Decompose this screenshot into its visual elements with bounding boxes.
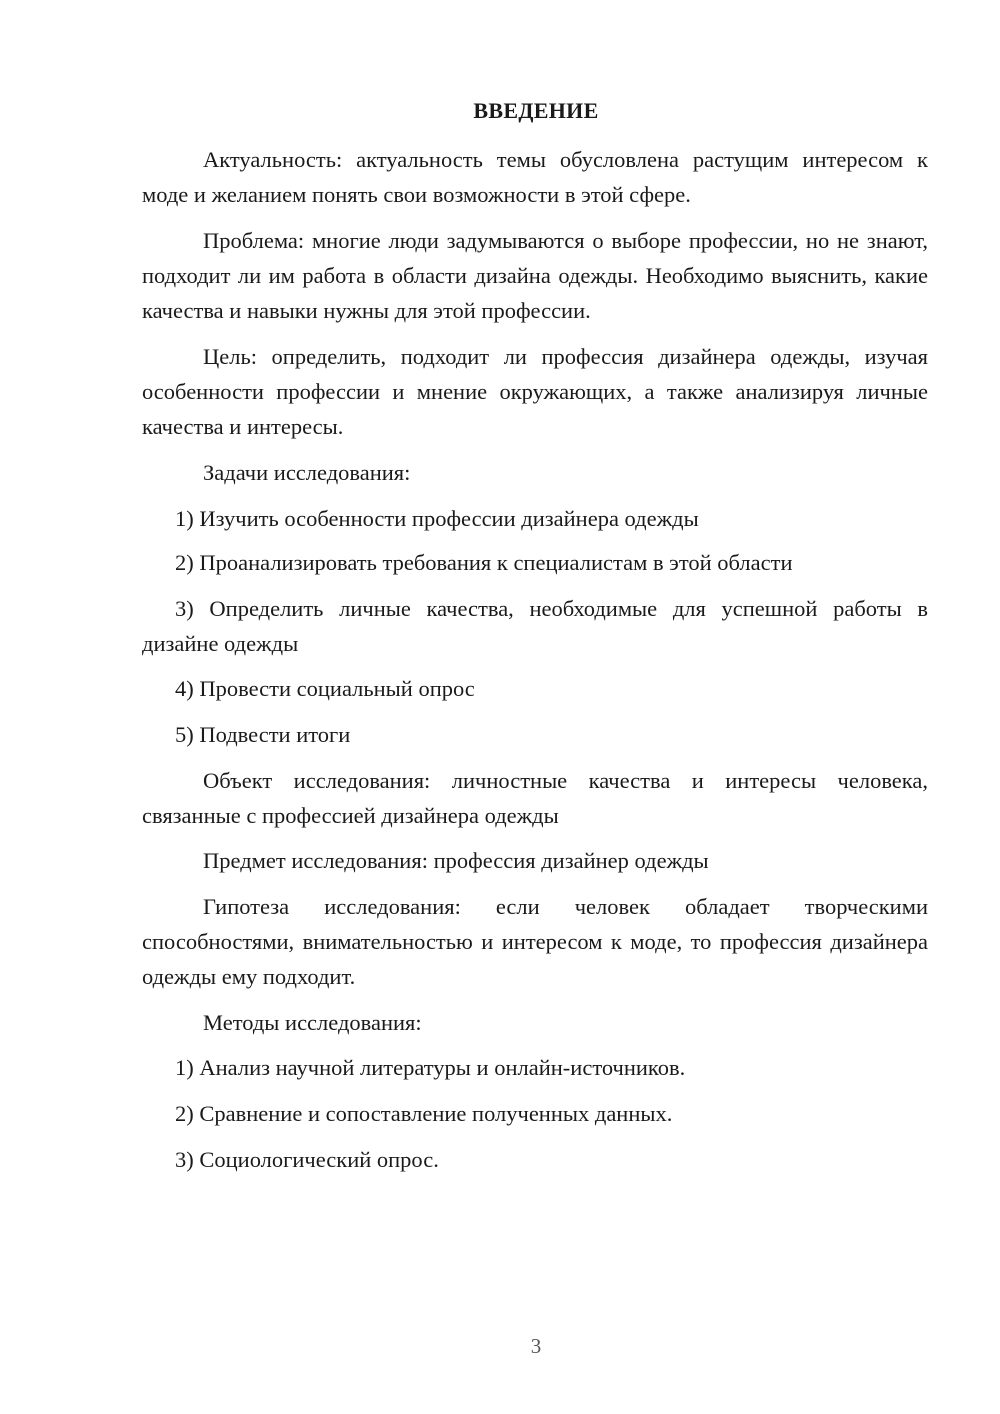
task-item-2: 2) Проанализировать требования к специалистам в этой области	[175, 550, 793, 575]
task-item-3: 3) Определить личные качества, необходимые для успешной работы в дизайне одежды	[142, 596, 928, 656]
method-item-3: 3) Социологический опрос.	[175, 1147, 439, 1172]
method-item-2: 2) Сравнение и сопоставление полученных данных.	[175, 1101, 673, 1126]
task-item-4: 4) Провести социальный опрос	[175, 676, 475, 701]
task-item-1: 1) Изучить особенности профессии дизайнера одежды	[175, 506, 699, 531]
paragraph-tasks-title: Задачи исследования:	[203, 460, 411, 485]
paragraph-problem: Проблема: многие люди задумываются о выборе профессии, но не знают, подходит ли им работа в области дизайна одежды. Необходимо выяснить, какие качества и навыки нужны для этой профессии.	[142, 228, 928, 323]
paragraph-object: Объект исследования: личностные качества и интересы человека, связанные с профессией дизайнера одежды	[142, 768, 928, 828]
paragraph-subject: Предмет исследования: профессия дизайнер одежды	[203, 848, 709, 873]
paragraph-goal: Цель: определить, подходит ли профессия дизайнера одежды, изучая особенности профессии и мнение окружающих, а также анализируя личные качества и интересы.	[142, 344, 928, 439]
paragraph-methods-title: Методы исследования:	[203, 1010, 422, 1035]
page-number: 3	[530, 1334, 542, 1358]
paragraph-relevance: Актуальность: актуальность темы обусловлена растущим интересом к моде и желанием понять свои возможности в этой сфере.	[142, 147, 928, 207]
paragraph-hypothesis: Гипотеза исследования: если человек обладает творческими способностями, внимательностью и интересом к моде, то профессия дизайнера одежды ему подходит.	[142, 894, 928, 989]
method-item-1: 1) Анализ научной литературы и онлайн-источников.	[175, 1055, 686, 1080]
task-item-5: 5) Подвести итоги	[175, 722, 351, 747]
page-title: ВВЕДЕНИЕ	[473, 98, 599, 123]
